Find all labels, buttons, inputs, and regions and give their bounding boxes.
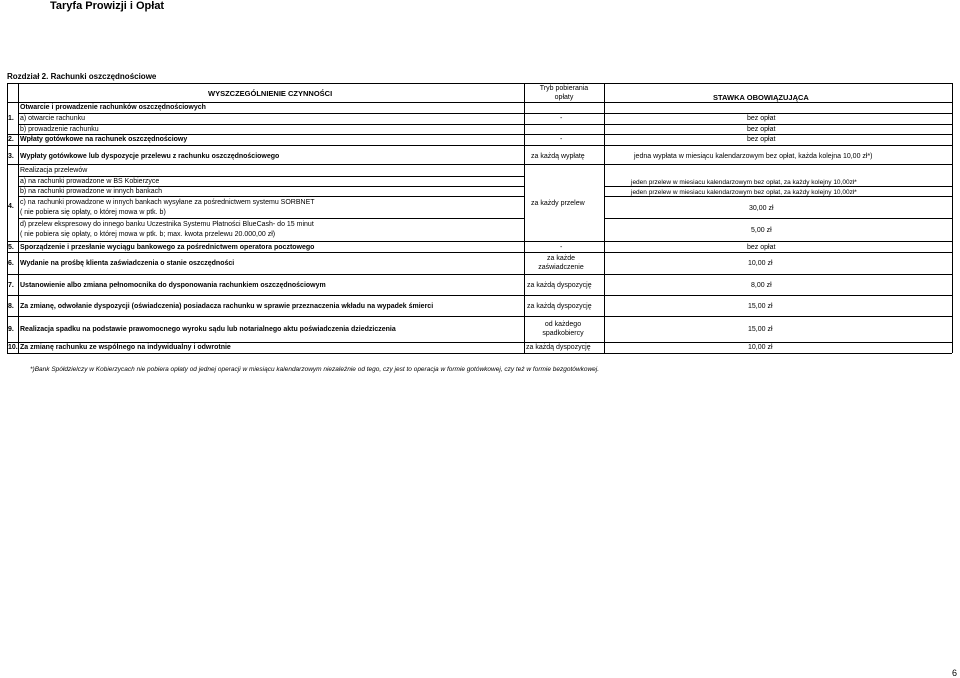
row1b-rate: bez opłat	[747, 126, 776, 133]
row8-number: 8.	[8, 303, 14, 310]
row4b-label: b) na rachunki prowadzone w innych bankach	[20, 188, 163, 195]
header-mode-line1: Tryb pobierania	[539, 85, 589, 92]
row6-mode-line1: za każde	[546, 255, 576, 262]
row3-title: Wypłaty gotówkowe lub dyspozycje przelewu z rachunku oszczędnościowego	[20, 153, 280, 160]
row10-title: Za zmianę rachunku ze wspólnego na indywidualny i odwrotnie	[20, 344, 231, 351]
row5-title: Sporządzenie i przesłanie wyciągu bankowego za pośrednictwem operatora pocztowego	[20, 244, 315, 251]
row10-rate: 10,00 zł	[748, 344, 773, 351]
row9-number: 9.	[8, 326, 14, 333]
row9-mode-line1: od każdego	[544, 321, 582, 328]
row4d-line1: d) przelew ekspresowy do innego banku Uczestnika Systemu Płatności BlueCash- do 15 minut	[20, 221, 314, 228]
header-mode-line2: opłaty	[554, 94, 574, 101]
row4d-line2: ( nie pobiera się opłaty, o której mowa w ptk. b; max. kwota przelewu 20.000,00 zł)	[20, 231, 276, 238]
row3-number: 3.	[8, 153, 14, 160]
row3-mode: za każdą wypłatę	[531, 153, 585, 160]
row9-rate: 15,00 zł	[748, 326, 773, 333]
row8-mode: za każdą dyspozycję	[527, 303, 592, 310]
row6-rate: 10,00 zł	[748, 260, 773, 267]
row1a-rate: bez opłat	[747, 115, 776, 122]
row1-title: Otwarcie i prowadzenie rachunków oszczędnościowych	[20, 104, 206, 111]
page-title: Taryfa Prowizji i Opłat	[50, 0, 165, 12]
row8-rate: 15,00 zł	[748, 303, 773, 310]
row1a-label: a) otwarcie rachunku	[20, 115, 85, 122]
row7-title: Ustanowienie albo zmiana pełnomocnika do dysponowania rachunkiem oszczędnościowym	[20, 282, 326, 289]
row4a-rate: jeden przelew w miesiacu kalendarzowym bez opłat, za każdy kolejny 10,00zł*	[631, 179, 857, 186]
row4d-rate: 5,00 zł	[751, 227, 772, 234]
row4-title: Realizacja przelewów	[20, 167, 88, 174]
row4c-line1: c) na rachunki prowadzone w innych bankach wysyłane za pośrednictwem systemu SORBNET	[20, 199, 315, 206]
header-activity: WYSZCZEGÓLNIENIE CZYNNOŚCI	[208, 89, 333, 98]
row7-number: 7.	[8, 282, 14, 289]
row4b-rate: jeden przelew w miesiacu kalendarzowym bez opłat, za każdy kolejny 10,00zł*	[631, 189, 857, 196]
row9-mode	[536, 320, 590, 338]
footnote: *)Bank Spółdzielczy w Kobierzycach nie pobiera opłaty od jednej operacji w miesiącu kalendarzowym niezależnie od tego, czy jest to operacja w formie gotówkowej, czy też w formie bezgotówkowej.	[30, 366, 600, 373]
row2-rate: bez opłat	[747, 136, 776, 143]
row9-mode-line2: spadkobiercy	[542, 330, 584, 337]
header-rate: STAWKA OBOWIĄZUJĄCA	[713, 93, 809, 102]
row4c-line2: ( nie pobiera się opłaty, o której mowa w ptk. b)	[20, 209, 166, 216]
row1b-label: b) prowadzenie rachunku	[20, 126, 99, 133]
row2-number: 2.	[8, 136, 14, 143]
row2-mode: -	[560, 136, 563, 143]
row2-title: Wpłaty gotówkowe na rachunek oszczędnościowy	[20, 136, 188, 143]
row6-title: Wydanie na prośbę klienta zaświadczenia o stanie oszczędności	[20, 260, 235, 267]
row6-number: 6.	[8, 260, 14, 267]
row10-mode: za każdą dyspozycję	[526, 344, 591, 351]
row4-mode: za każdy przelew	[531, 200, 585, 207]
row4a-label: a) na rachunki prowadzone w BS Kobierzyce	[20, 178, 160, 185]
row7-rate: 8,00 zł	[751, 282, 772, 289]
row4c-rate: 30,00 zł	[749, 205, 774, 212]
row1-number: 1.	[8, 115, 14, 122]
row6-mode	[536, 254, 586, 272]
row10-number: 10.	[8, 344, 18, 351]
row1a-mode: -	[560, 115, 563, 122]
row5-mode: -	[560, 244, 563, 251]
row3-rate: jedna wypłata w miesiącu kalendarzowym bez opłat, każda kolejna 10,00 zł*)	[634, 153, 873, 160]
row5-rate: bez opłat	[747, 244, 776, 251]
row7-mode: za każdą dyspozycję	[527, 282, 592, 289]
section-title: Rozdział 2. Rachunki oszczędnościowe	[7, 72, 157, 81]
page-number: 6	[952, 668, 958, 678]
header-mode	[534, 84, 594, 102]
row9-title: Realizacja spadku na podstawie prawomocnego wyroku sądu lub notarialnego aktu poświadczenia dziedziczenia	[20, 326, 396, 333]
row4-number: 4.	[8, 203, 14, 210]
row8-title: Za zmianę, odwołanie dyspozycji (oświadczenia) posiadacza rachunku w sprawie przeznaczenia wkładu na wypadek śmierci	[20, 303, 434, 310]
row5-number: 5.	[8, 244, 14, 251]
row6-mode-line2: zaświadczenie	[538, 264, 584, 271]
